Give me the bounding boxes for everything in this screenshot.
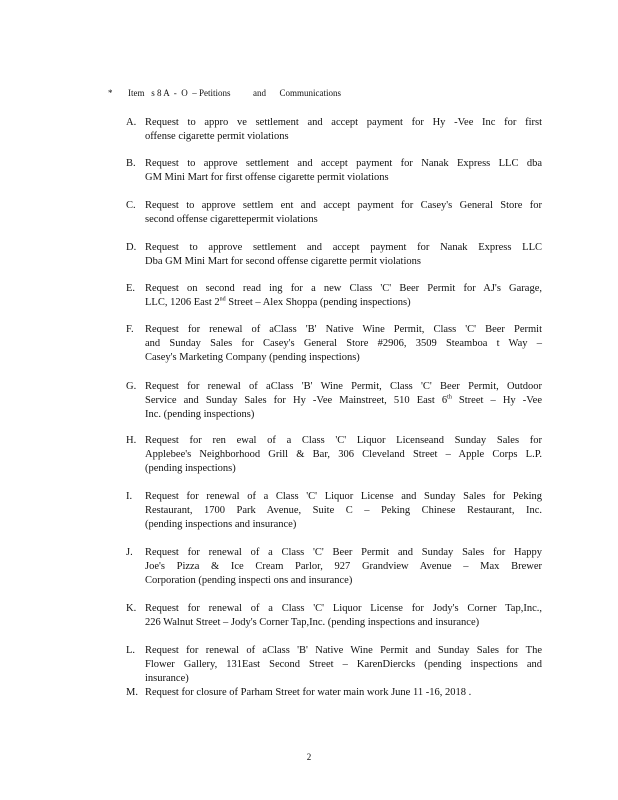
item-line: insurance) bbox=[145, 673, 189, 684]
item-letter: G. bbox=[126, 381, 137, 392]
item-text bbox=[145, 116, 542, 144]
agenda-item bbox=[126, 282, 542, 310]
item-text bbox=[145, 434, 542, 476]
item-line: Request for renewal of aClass 'B' Wine Permit, Class 'C' Beer Permit, Outdoor bbox=[145, 381, 542, 392]
item-line: Request to approve settlement and accept payment for Nanak Express LLC dba bbox=[145, 158, 542, 169]
item-line: Request for renewal of aClass 'B' Native Wine Permit, Class 'C' Beer Permit bbox=[145, 324, 542, 335]
item-line: offense cigarette permit violations bbox=[145, 131, 289, 142]
agenda-item bbox=[126, 602, 542, 630]
item-line: (pending inspections and insurance) bbox=[145, 519, 297, 530]
item-letter: I. bbox=[126, 491, 133, 502]
item-line: Applebee's Neighborhood Grill & Bar, 306 Cleveland Street – Apple Corps L.P. bbox=[145, 449, 542, 460]
item-line: Request for renewal of aClass 'B' Native Wine Permit and Sunday Sales for The bbox=[145, 645, 542, 656]
heading-text: Item s 8 A - O – Petitions and Communications bbox=[128, 88, 341, 98]
item-line: Flower Gallery, 131East Second Street – KarenDiercks (pending inspections and bbox=[145, 659, 542, 670]
agenda-item bbox=[126, 380, 542, 422]
item-line: Request to appro ve settlement and accept payment for Hy -Vee Inc for first bbox=[145, 117, 542, 128]
item-letter: J. bbox=[126, 547, 133, 558]
item-line: (pending inspections) bbox=[145, 463, 236, 474]
item-letter: D. bbox=[126, 242, 137, 253]
agenda-item bbox=[126, 199, 542, 227]
agenda-item bbox=[126, 116, 542, 144]
agenda-item bbox=[126, 323, 542, 365]
item-line: Joe's Pizza & Ice Cream Parlor, 927 Grandview Avenue – Max Brewer bbox=[145, 561, 542, 572]
item-letter: E. bbox=[126, 283, 136, 294]
item-text bbox=[145, 602, 542, 630]
item-text bbox=[145, 644, 542, 686]
item-line: Request for renewal of a Class 'C' Liquor License for Jody's Corner Tap,Inc., bbox=[145, 603, 542, 614]
item-letter: C. bbox=[126, 200, 136, 211]
item-text bbox=[145, 157, 542, 185]
item-line: and Sunday Sales for Casey's General Store #2906, 3509 Steamboa t Way – bbox=[145, 338, 542, 349]
item-line: second offense cigarettepermit violations bbox=[145, 214, 318, 225]
item-line: Request to approve settlement and accept payment for Nanak Express LLC bbox=[145, 242, 542, 253]
item-line: Dba GM Mini Mart for second offense cigarette permit violations bbox=[145, 256, 421, 267]
item-line: Corporation (pending inspecti ons and insurance) bbox=[145, 575, 353, 586]
item-text bbox=[145, 241, 542, 269]
item-line: Request for ren ewal of a Class 'C' Liquor Licenseand Sunday Sales for bbox=[145, 435, 542, 446]
agenda-item bbox=[126, 490, 542, 532]
heading-bullet: * bbox=[108, 88, 113, 98]
item-line: Request for renewal of a Class 'C' Liquor License and Sunday Sales for Peking bbox=[145, 491, 542, 502]
item-text bbox=[145, 490, 542, 532]
item-text bbox=[145, 282, 542, 310]
item-letter: M. bbox=[126, 687, 138, 698]
item-text bbox=[145, 199, 542, 227]
item-line: GM Mini Mart for first offense cigarette permit violations bbox=[145, 172, 389, 183]
item-line: LLC, 1206 East 2nd Street – Alex Shoppa (pending inspections) bbox=[145, 296, 411, 308]
item-text bbox=[145, 686, 542, 700]
item-line: 226 Walnut Street – Jody's Corner Tap,Inc. (pending inspections and insurance) bbox=[145, 617, 480, 628]
agenda-item bbox=[126, 157, 542, 185]
item-letter: B. bbox=[126, 158, 136, 169]
item-line: Service and Sunday Sales for Hy -Vee Mainstreet, 510 East 6th Street – Hy -Vee bbox=[145, 394, 543, 406]
item-line: Casey's Marketing Company (pending inspections) bbox=[145, 352, 360, 363]
agenda-item bbox=[126, 241, 542, 269]
agenda-item bbox=[126, 434, 542, 476]
section-heading bbox=[108, 88, 341, 128]
item-letter: H. bbox=[126, 435, 137, 446]
item-line: Request on second read ing for a new Class 'C' Beer Permit for AJ's Garage, bbox=[145, 283, 542, 294]
item-letter: A. bbox=[126, 117, 137, 128]
agenda-item bbox=[126, 644, 542, 686]
item-letter: L. bbox=[126, 645, 136, 656]
item-text bbox=[145, 380, 542, 422]
item-letter: F. bbox=[126, 324, 134, 335]
item-line: Restaurant, 1700 Park Avenue, Suite C – Peking Chinese Restaurant, Inc. bbox=[145, 505, 542, 516]
item-line: Request to approve settlem ent and accept payment for Casey's General Store for bbox=[145, 200, 542, 211]
item-text bbox=[145, 546, 542, 588]
agenda-item bbox=[126, 546, 542, 588]
item-letter: K. bbox=[126, 603, 137, 614]
item-line: Inc. (pending inspections) bbox=[145, 409, 255, 420]
item-line: Request for closure of Parham Street for water main work June 11 -16, 2018 . bbox=[145, 687, 472, 698]
item-line: Request for renewal of a Class 'C' Beer Permit and Sunday Sales for Happy bbox=[145, 547, 542, 558]
item-text bbox=[145, 323, 542, 365]
agenda-item bbox=[126, 686, 542, 700]
page-number: 2 bbox=[306, 752, 312, 762]
